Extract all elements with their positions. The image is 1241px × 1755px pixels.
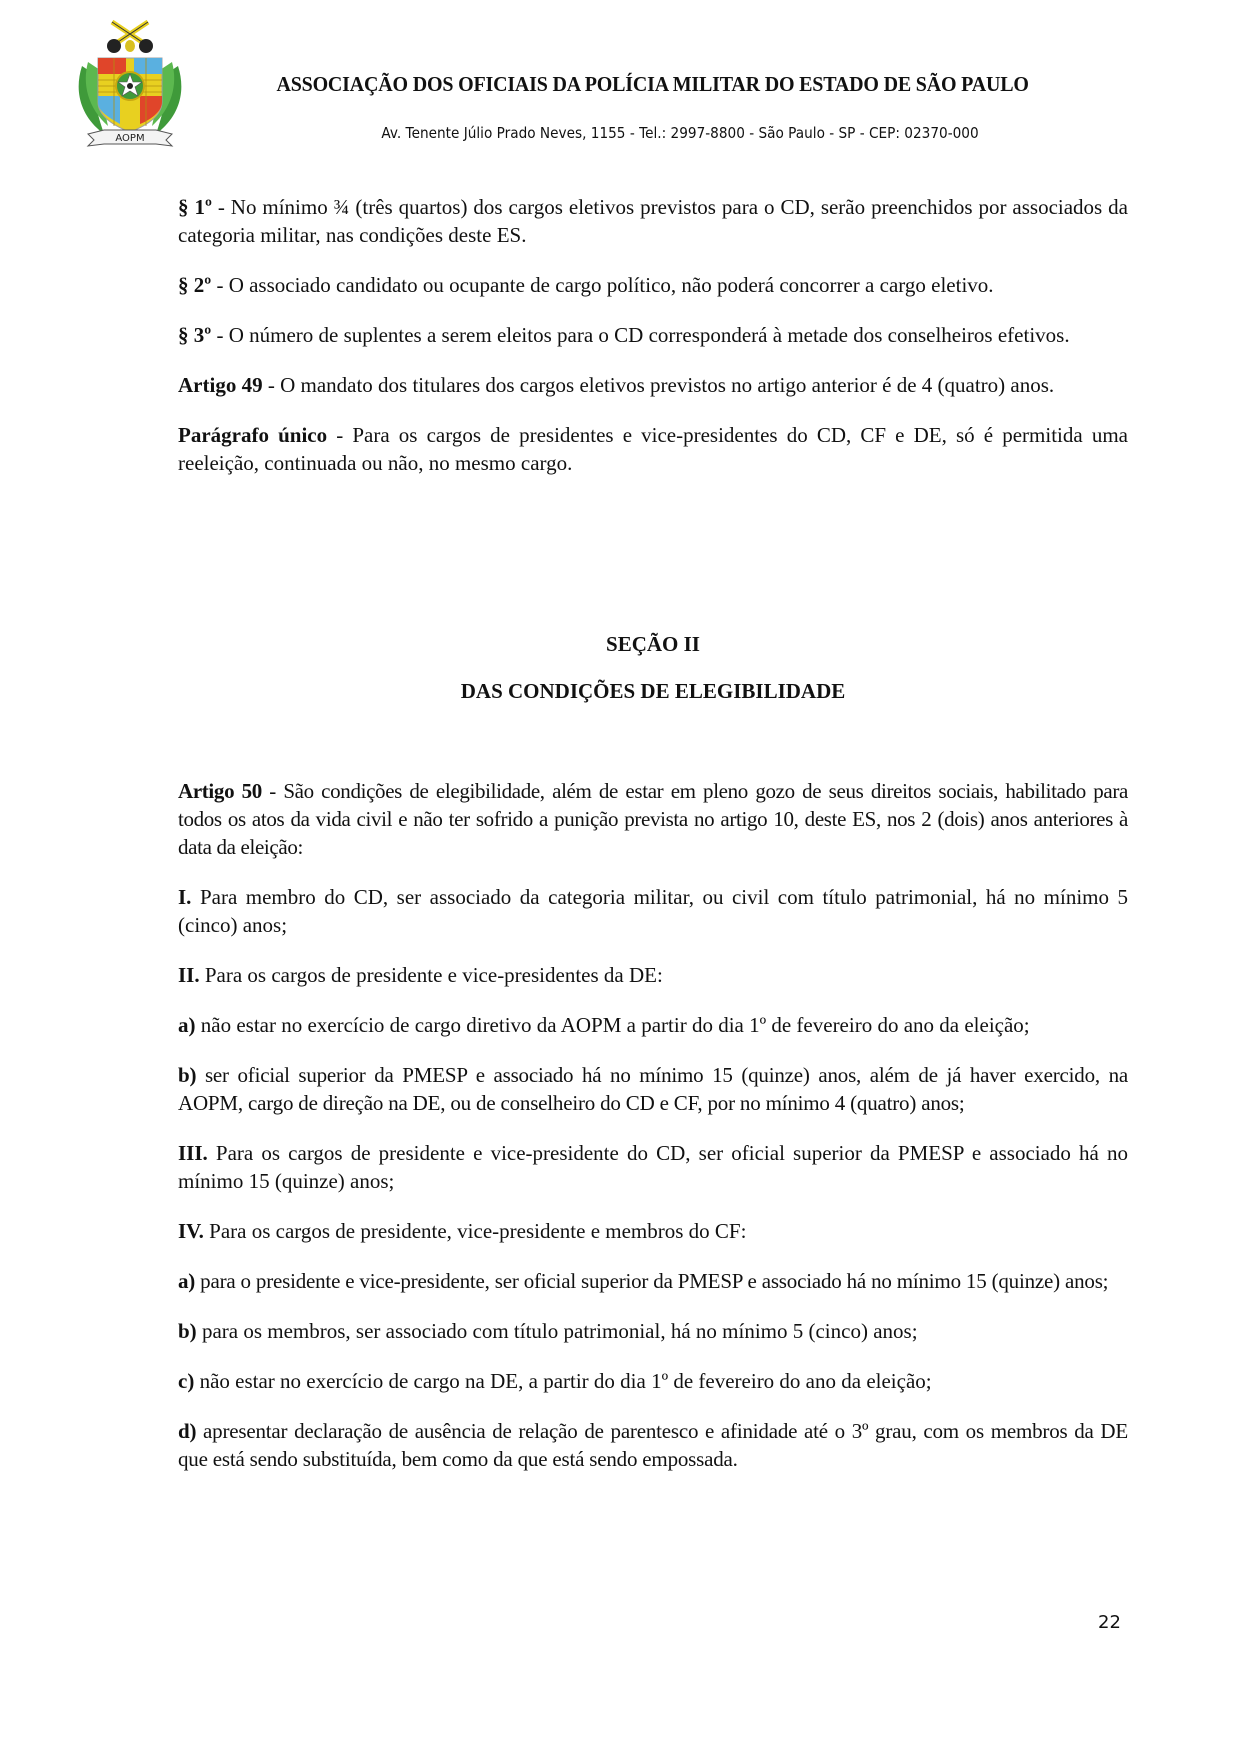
- aopm-logo: [74, 16, 186, 158]
- paragraph-label: Artigo 50: [178, 779, 262, 803]
- paragrafo-unico: Parágrafo único - Para os cargos de presidentes e vice-presidentes do CD, CF e DE, só é permitida uma reeleição, continuada ou não, no mesmo cargo.: [178, 423, 1128, 475]
- paragraph-label: § 3º: [178, 323, 212, 347]
- paragraph-text: O mandato dos titulares dos cargos eletivos previstos no artigo anterior é de 4 (quatro) anos.: [280, 373, 1055, 397]
- article-50: Artigo 50 - São condições de elegibilidade, além de estar em pleno gozo de seus direitos sociais, habilitado para todos os atos da vida civil e não ter sofrido a punição prevista no artigo 10, deste ES, nos 2 (dois) anos anteriores à data da eleição:: [178, 779, 1128, 859]
- paragraph-label: III.: [178, 1141, 208, 1165]
- organization-title: ASSOCIAÇÃO DOS OFICIAIS DA POLÍCIA MILITAR DO ESTADO DE SÃO PAULO: [276, 72, 1029, 96]
- paragraph-text: Para os cargos de presidentes e vice-presidentes do CD, CF e DE, só é permitida uma reeleição, continuada ou não, no mesmo cargo.: [178, 423, 1128, 475]
- paragraph-text: Para os cargos de presidente, vice-presidente e membros do CF:: [209, 1219, 747, 1243]
- paragraph-text: Para os cargos de presidente e vice-presidentes da DE:: [204, 963, 663, 987]
- document-body-bottom: [178, 777, 1128, 1495]
- paragraph-label: § 2º: [178, 273, 212, 297]
- paragraph-text: O número de suplentes a serem eleitos para o CD corresponderá à metade dos conselheiros efetivos.: [228, 323, 1070, 347]
- paragraph-text: Para os cargos de presidente e vice-presidente do CD, ser oficial superior da PMESP e associado há no mínimo 15 (quinze) anos;: [178, 1141, 1129, 1193]
- section-title: DAS CONDIÇÕES DE ELEGIBILIDADE: [460, 679, 846, 703]
- paragraph-label: a): [178, 1269, 196, 1293]
- paragraph-text: ser oficial superior da PMESP e associado há no mínimo 15 (quinze) anos, além de já haver exercido, na AOPM, cargo de direção na DE, ou de conselheiro do CD e CF, por no mínimo 4 (quatro) anos;: [178, 1063, 1128, 1115]
- paragraph-text: para o presidente e vice-presidente, ser oficial superior da PMESP e associado há no mínimo 15 (quinze) anos;: [200, 1269, 1109, 1293]
- item-I: [178, 883, 1128, 939]
- item-IV-d: [178, 1417, 1128, 1473]
- aopm-crest-icon: [74, 16, 186, 158]
- paragraph-label: b): [178, 1063, 197, 1087]
- item-II: [178, 961, 1128, 989]
- article-49: Artigo 49 - O mandato dos titulares dos cargos eletivos previstos no artigo anterior é de 4 (quatro) anos.: [178, 373, 1055, 397]
- paragraph-label: IV.: [178, 1219, 204, 1243]
- organization-address: Av. Tenente Júlio Prado Neves, 1155 - Tel.: 2997-8800 - São Paulo - SP - CEP: 02370-000: [381, 124, 979, 142]
- section-number: SEÇÃO II: [606, 632, 700, 656]
- paragraph-label: c): [178, 1369, 195, 1393]
- item-IV-c: [178, 1367, 1128, 1395]
- paragraph-text: para os membros, ser associado com título patrimonial, há no mínimo 5 (cinco) anos;: [201, 1319, 918, 1343]
- item-IV-a: [178, 1267, 1128, 1295]
- paragraph-label: a): [178, 1013, 196, 1037]
- paragraph-text: não estar no exercício de cargo na DE, a partir do dia 1º de fevereiro do ano da eleição;: [199, 1369, 932, 1393]
- item-IV: [178, 1217, 1128, 1245]
- paragraph-label: Artigo 49: [178, 373, 263, 397]
- paragraph-section-3: § 3º - O número de suplentes a serem eleitos para o CD corresponderá à metade dos conselheiros efetivos.: [178, 323, 1070, 347]
- paragraph-section-1: § 1º - No mínimo ¾ (três quartos) dos cargos eletivos previstos para o CD, serão preenchidos por associados da categoria militar, nas condições deste ES.: [178, 195, 1128, 247]
- item-III: [178, 1139, 1128, 1195]
- paragraph-label: b): [178, 1319, 197, 1343]
- paragraph-label: d): [178, 1419, 197, 1443]
- item-IV-b: [178, 1317, 1128, 1345]
- document-body-top: [178, 193, 1128, 499]
- paragraph-text: O associado candidato ou ocupante de cargo político, não poderá concorrer a cargo eletivo.: [228, 273, 994, 297]
- paragraph-text: apresentar declaração de ausência de relação de parentesco e afinidade até o 3º grau, com os membros da DE que está sendo substituída, bem como da que está sendo empossada.: [178, 1419, 1128, 1471]
- svg-text:AOPM: AOPM: [115, 133, 145, 144]
- paragraph-label: II.: [178, 963, 200, 987]
- paragraph-label: I.: [178, 885, 192, 909]
- paragraph-label: § 1º: [178, 195, 212, 219]
- paragraph-label: Parágrafo único: [178, 423, 328, 447]
- page-number: 22: [1098, 1612, 1121, 1633]
- item-II-b: [178, 1061, 1128, 1117]
- paragraph-text: São condições de elegibilidade, além de estar em pleno gozo de seus direitos sociais, habilitado para todos os atos da vida civil e não ter sofrido a punição prevista no artigo 10, deste ES, nos 2 (dois) anos anteriores à data da eleição:: [178, 779, 1128, 859]
- item-II-a: [178, 1011, 1128, 1039]
- paragraph-section-2: § 2º - O associado candidato ou ocupante de cargo político, não poderá concorrer a cargo eletivo.: [178, 273, 994, 297]
- paragraph-text: não estar no exercício de cargo diretivo da AOPM a partir do dia 1º de fevereiro do ano da eleição;: [200, 1013, 1030, 1037]
- paragraph-text: No mínimo ¾ (três quartos) dos cargos eletivos previstos para o CD, serão preenchidos por associados da categoria militar, nas condições deste ES.: [178, 195, 1128, 247]
- paragraph-text: Para membro do CD, ser associado da categoria militar, ou civil com título patrimonial, há no mínimo 5 (cinco) anos;: [178, 885, 1129, 937]
